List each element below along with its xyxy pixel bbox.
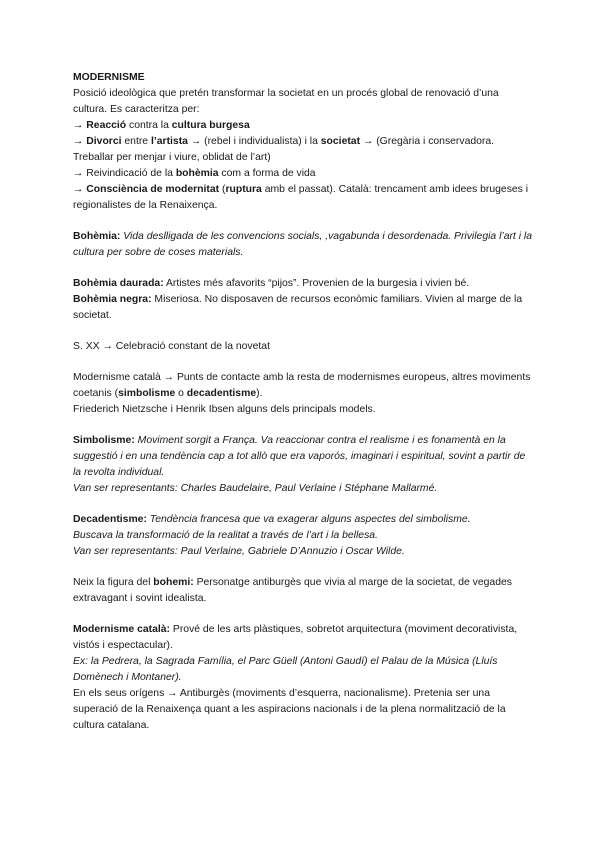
- intro-paragraph: Posició ideològica que pretén transformar la societat en un procés global de renovació d’una cultura. Es caracteritza per:: [73, 88, 499, 115]
- modernisme-catala-origens: En els seus orígens → Antiburgès (moviments d’esquerra, nacionalisme). Pretenia ser una superació de la Renaixença quant a les aspiracions nacionals i de la plena normalització de la cultura catalana.: [73, 688, 506, 731]
- document-title: MODERNISME: [73, 72, 145, 83]
- bohemia-negra-definition: Bohèmia negra: Miseriosa. No disposaven de recursos econòmic familiars. Vivien al marge de la societat.: [73, 294, 523, 321]
- bohemi-definition: Neix la figura del bohemi: Personatge antiburgès que vivia al marge de la societat, de vegades extravagant i sovint idealista.: [73, 577, 512, 604]
- models-line: Friederich Nietzsche i Henrik Ibsen alguns dels principals models.: [73, 404, 376, 415]
- decadentisme-representants: Van ser representants: Paul Verlaine, Gabriele D’Annuzio i Oscar Wilde.: [73, 546, 405, 557]
- reivindicacio-line: → Reivindicació de la bohèmia com a forma de vida: [73, 168, 316, 179]
- simbolisme-representants: Van ser representants: Charles Baudelaire, Paul Verlaine i Stéphane Mallarmé.: [73, 483, 438, 494]
- decadentisme-line2: Buscava la transformació de la realitat a través de l’art i la bellesa.: [73, 530, 378, 541]
- consciencia-line: → Consciència de modernitat (ruptura amb el passat). Català: trencament amb idees brugeses i regionalistes de la Renaixença.: [73, 184, 529, 211]
- reaccio-line: → Reacció contra la cultura burgesa: [73, 120, 250, 131]
- sxx-line: S. XX → Celebració constant de la novetat: [73, 341, 270, 352]
- modernisme-catala-definition: Modernisme català: Prové de les arts plàstiques, sobretot arquitectura (moviment decorativista, vistós i espectacular).: [73, 624, 518, 651]
- divorci-line: → Divorci entre l’artista → (rebel i individualista) i la societat → (Gregària i conservadora. Treballar per menjar i viure, oblidat de l’art): [73, 136, 495, 163]
- document-page: [73, 70, 533, 734]
- bohemia-daurada-definition: Bohèmia daurada: Artistes més afavorits “pijos”. Provenien de la burgesia i vivien bé.: [73, 278, 470, 289]
- modernisme-catala-examples: Ex: la Pedrera, la Sagrada Família, el Parc Güell (Antoni Gaudí) el Palau de la Música (Lluís Domènech i Montaner).: [73, 656, 498, 683]
- bohemia-definition: Bohèmia: Vida deslligada de les convencions socials, ,vagabunda i desordenada. Privilegia l’art i la cultura per sobre de coses materials.: [73, 231, 532, 258]
- modernisme-catala-intro: Modernisme català → Punts de contacte amb la resta de modernismes europeus, altres moviments coetanis (simbolisme o decadentisme).: [73, 372, 531, 399]
- simbolisme-definition: Simbolisme: Moviment sorgit a França. Va reaccionar contra el realisme i es fonamentà en la suggestió i en una tendència cap a tot allò que era vaporós, imaginari i espiritual, sovint a partir de la revolta individual.: [73, 435, 526, 478]
- decadentisme-definition: Decadentisme: Tendència francesa que va exagerar alguns aspectes del simbolisme.: [73, 514, 471, 525]
